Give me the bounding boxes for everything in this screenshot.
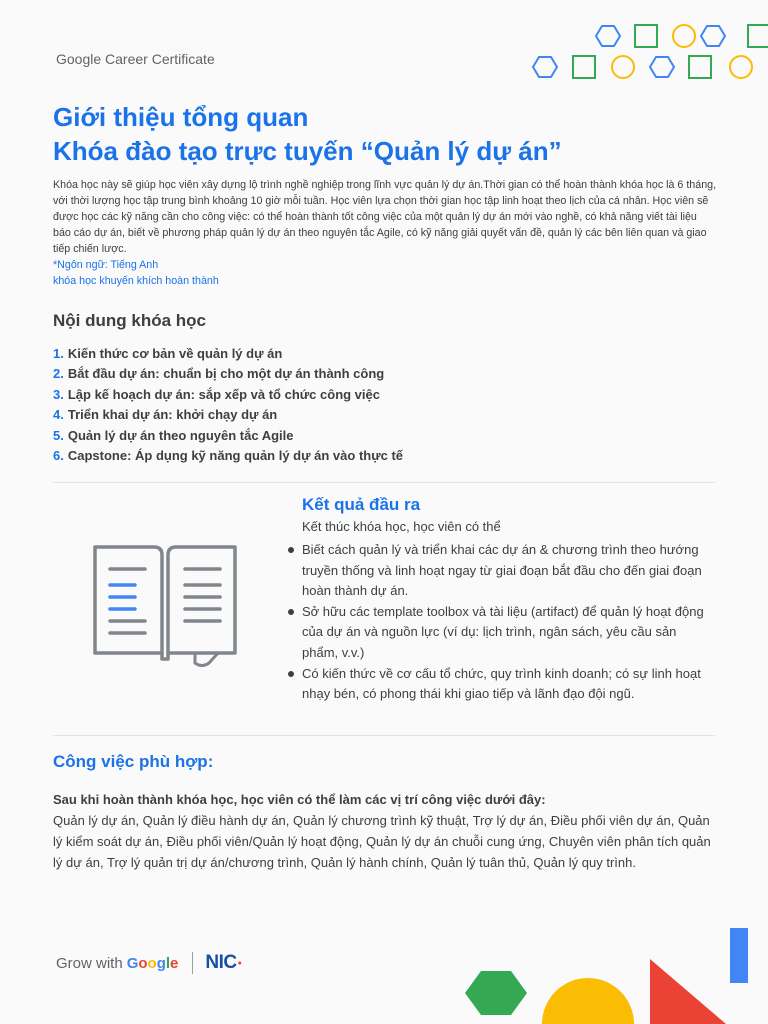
module-number: 4. (53, 407, 64, 423)
module-title: Quản lý dự án theo nguyên tắc Agile (67, 427, 294, 443)
outcome-list (284, 540, 716, 705)
square-outline-icon (573, 56, 595, 78)
decorative-shapes-bottom (460, 925, 768, 1024)
google-wordmark (127, 955, 179, 972)
module-item (53, 446, 403, 466)
hexagon-outline-icon (596, 26, 620, 46)
footer-logo (56, 952, 242, 974)
module-item (53, 385, 403, 405)
module-item (53, 344, 403, 364)
module-item (53, 405, 403, 425)
google-letter: g (156, 954, 166, 972)
jobs-heading: Công việc phù hợp: (53, 752, 214, 771)
section-divider (53, 482, 715, 483)
google-letter: e (170, 954, 179, 972)
bar-filled-icon (730, 928, 748, 983)
square-outline-icon (748, 25, 768, 47)
module-list (53, 344, 403, 466)
module-number: 6. (53, 448, 64, 464)
outcome-item: Có kiến thức về cơ cấu tổ chức, quy trình kinh doanh; có sự linh hoạt nhạy bén, có phong thái khi giao tiếp và lãnh đạo đội ngũ. (284, 664, 716, 705)
hexagon-filled-icon (465, 971, 527, 1015)
circle-outline-icon (612, 56, 634, 78)
brand-label: Google Career Certificate (56, 51, 215, 67)
module-number: 2. (53, 366, 64, 382)
outcome-item: Sở hữu các template toolbox và tài liệu (artifact) để quản lý hoạt động của dự án và nguồn lực (ví dụ: lịch trình, ngân sách, yêu cầu sản phẩm, v.v.) (284, 602, 716, 664)
module-title: Triển khai dự án: khởi chạy dự án (67, 407, 278, 423)
jobs-list-text: Quản lý dự án, Quản lý điều hành dự án, Quản lý chương trình kỹ thuật, Trợ lý dự án, Điều phối viên dự án, Quản lý kiểm soát dự án, Điều phối viên/Quản lý hoạt động, Quản lý dự án chuỗi cung ứng, Chuyên viên phân tích quản lý dự án, Trợ lý quản trị dự án/chương trình, Quản lý hành chính, Quản lý tuân thủ, Quản lý quy trình. (53, 813, 711, 870)
hexagon-outline-icon (701, 26, 725, 46)
intro-section (53, 177, 717, 289)
page-title: Giới thiệu tổng quan (53, 102, 309, 132)
nic-logo-mark: ● (237, 959, 242, 967)
circle-outline-icon (673, 25, 695, 47)
google-letter: l (165, 954, 171, 972)
outcome-intro: Kết thúc khóa học, học viên có thể (302, 519, 501, 534)
module-title: Capstone: Áp dụng kỹ năng quản lý dự án vào thực tế (67, 448, 404, 464)
intro-paragraph: Khóa học này sẽ giúp học viên xây dựng lộ trình nghề nghiệp trong lĩnh vực quản lý dự án.Thời gian có thể hoàn thành khóa học là 6 tháng, với thời lượng học tập trung bình khoảng 10 giờ mỗi tuần. Học viên lựa chọn thời gian học tập linh hoạt theo lịch của cá nhân. Học viên sẽ được học các kỹ năng cần cho công việc: có thể hoàn thành tốt công việc của một quản lý dự án mới vào nghề, có khả năng viết tài liệu báo cáo dự án, biết về phương pháp quản lý dự án theo nguyên tắc Agile, có kỹ năng giải quyết vấn đề, quản lý các bên liên quan và giao tiếp chiến lược. (53, 179, 717, 255)
module-number: 5. (53, 427, 64, 443)
module-item (53, 426, 403, 446)
google-letter: o (138, 954, 148, 972)
page-subtitle: Khóa đào tạo trực tuyến “Quản lý dự án” (53, 136, 562, 166)
hexagon-outline-icon (650, 57, 674, 77)
outcome-item: Biết cách quản lý và triển khai các dự án & chương trình theo hướng truyền thống và linh hoạt ngay từ giai đoạn bắt đầu cho đến giai đoạn hoàn thành dự án. (284, 540, 716, 602)
google-letter: G (126, 954, 139, 972)
square-outline-icon (689, 56, 711, 78)
completion-note: khóa học khuyến khích hoàn thành (53, 275, 219, 287)
circle-outline-icon (730, 56, 752, 78)
google-letter: o (147, 954, 157, 972)
section-divider (53, 735, 715, 736)
jobs-lead: Sau khi hoàn thành khóa học, học viên có thể làm các vị trí công việc dưới đây: (53, 792, 546, 807)
grow-with-label: Grow with (56, 954, 123, 972)
module-number: 1. (53, 346, 64, 361)
module-item (53, 364, 403, 384)
module-title: Lập kế hoạch dự án: sắp xếp và tổ chức công việc (67, 386, 380, 402)
module-title: Bắt đầu dự án: chuẩn bị cho một dự án thành công (67, 366, 385, 382)
triangle-filled-icon (650, 959, 726, 1024)
language-note: *Ngôn ngữ: Tiếng Anh (53, 259, 159, 271)
square-outline-icon (635, 25, 657, 47)
outcome-heading: Kết quả đầu ra (302, 495, 421, 514)
nic-logo: NIC (205, 952, 237, 973)
module-title: Kiến thức cơ bản về quản lý dự án (67, 346, 283, 361)
course-content-heading: Nội dung khóa học (53, 311, 206, 330)
half-circle-filled-icon (542, 978, 634, 1024)
open-book-icon (90, 535, 240, 675)
footer-separator (192, 952, 193, 974)
decorative-shapes-top (520, 16, 768, 88)
hexagon-outline-icon (533, 57, 557, 77)
module-number: 3. (53, 386, 64, 402)
